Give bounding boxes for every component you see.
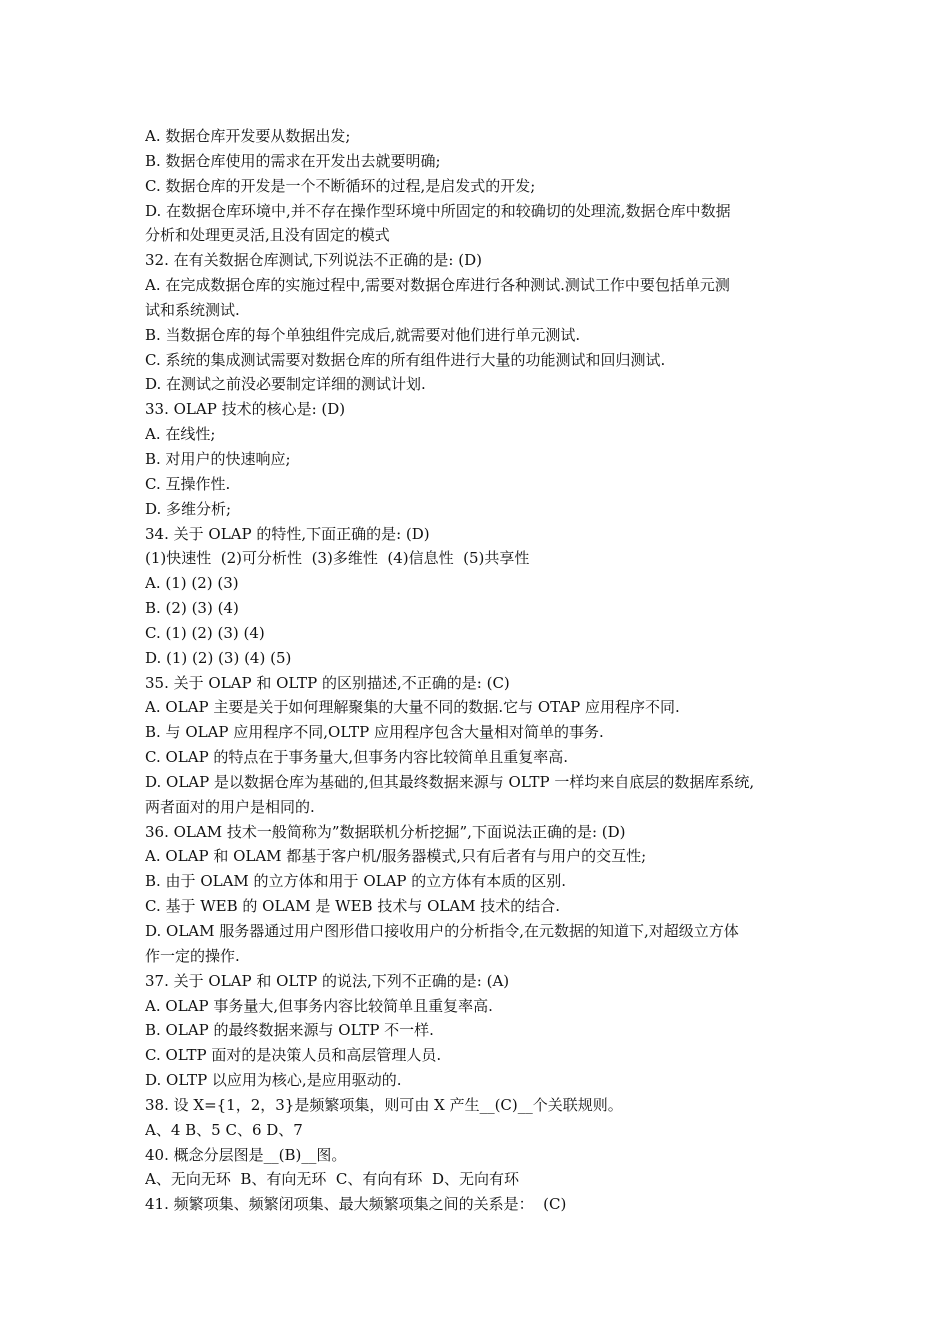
text-line: D. 多维分析; — [145, 499, 232, 518]
text-line: C. 互操作性. — [145, 474, 231, 493]
text-line: 作一定的操作. — [145, 946, 240, 965]
text-line: D. OLAM 服务器通过用户图形借口接收用户的分析指令,在元数据的知道下,对超级立方体 — [145, 922, 739, 940]
text-line: A. OLAP 事务量大,但事务内容比较简单且重复率高. — [145, 996, 493, 1015]
text-line: C. (1) (2) (3) (4) — [145, 623, 265, 642]
text-line: A. OLAP 和 OLAM 都基于客户机/服务器模式,只有后者有与用户的交互性; — [145, 847, 647, 866]
text-line: C. 系统的集成测试需要对数据仓库的所有组件进行大量的功能测试和回归测试. — [145, 350, 666, 369]
text-line: B. 与 OLAP 应用程序不同,OLTP 应用程序包含大量相对简单的事务. — [145, 723, 604, 742]
text-line: C. 数据仓库的开发是一个不断循环的过程,是启发式的开发; — [145, 176, 536, 195]
question-40: 40. 概念分层图是__(B)__图。 — [145, 1145, 347, 1164]
text-line: C. 基于 WEB 的 OLAM 是 WEB 技术与 OLAM 技术的结合. — [145, 897, 561, 916]
text-line: 分析和处理更灵活,且没有固定的模式 — [145, 226, 390, 245]
text-line: B. (2) (3) (4) — [145, 599, 239, 618]
text-line: A、无向无环 B、有向无环 C、有向有环 D、无向有环 — [145, 1170, 519, 1189]
text-line: A. OLAP 主要是关于如何理解聚集的大量不同的数据.它与 OTAP 应用程序不同. — [145, 698, 680, 717]
text-line: D. OLAP 是以数据仓库为基础的,但其最终数据来源与 OLTP 一样均来自底层的数据库系统, — [145, 772, 755, 791]
text-line: B. 当数据仓库的每个单独组件完成后,就需要对他们进行单元测试. — [145, 325, 581, 344]
text-line: A、4 B、5 C、6 D、7 — [145, 1120, 303, 1139]
question-36: 36. OLAM 技术一般简称为”数据联机分析挖掘”,下面说法正确的是: (D) — [145, 822, 626, 841]
text-line: A. 在完成数据仓库的实施过程中,需要对数据仓库进行各种测试.测试工作中要包括单元测 — [145, 276, 730, 295]
text-line: A. (1) (2) (3) — [145, 574, 239, 593]
question-33: 33. OLAP 技术的核心是: (D) — [145, 400, 346, 419]
text-line: D. (1) (2) (3) (4) (5) — [145, 648, 292, 667]
text-line: C. OLTP 面对的是决策人员和高层管理人员. — [145, 1046, 442, 1065]
text-line: 两者面对的用户是相同的. — [145, 797, 315, 816]
question-32: 32. 在有关数据仓库测试,下列说法不正确的是: (D) — [145, 251, 482, 270]
text-line: B. 由于 OLAM 的立方体和用于 OLAP 的立方体有本质的区别. — [145, 872, 567, 891]
question-38: 38. 设 X={1，2，3}是频繁项集，则可由 X 产生__(C)__个关联规则。 — [145, 1095, 623, 1114]
text-line: C. OLAP 的特点在于事务量大,但事务内容比较简单且重复率高. — [145, 748, 568, 767]
question-41: 41. 频繁项集、频繁闭项集、最大频繁项集之间的关系是： (C) — [145, 1195, 567, 1214]
text-line: B. 对用户的快速响应; — [145, 449, 291, 468]
question-37: 37. 关于 OLAP 和 OLTP 的说法,下列不正确的是: (A) — [145, 971, 510, 990]
question-35: 35. 关于 OLAP 和 OLTP 的区别描述,不正确的是: (C) — [145, 673, 510, 692]
text-line: D. 在测试之前没必要制定详细的测试计划. — [145, 375, 426, 394]
text-line: (1)快速性 (2)可分析性 (3)多维性 (4)信息性 (5)共享性 — [145, 549, 530, 568]
question-34: 34. 关于 OLAP 的特性,下面正确的是: (D) — [145, 524, 430, 543]
text-line: D. 在数据仓库环境中,并不存在操作型环境中所固定的和较确切的处理流,数据仓库中数据 — [145, 201, 731, 220]
text-line: D. OLTP 以应用为核心,是应用驱动的. — [145, 1071, 402, 1090]
text-line: A. 数据仓库开发要从数据出发; — [145, 127, 351, 145]
text-line: 试和系统测试. — [145, 300, 240, 319]
text-line: B. 数据仓库使用的需求在开发出去就要明确; — [145, 151, 441, 170]
text-line: B. OLAP 的最终数据来源与 OLTP 不一样. — [145, 1021, 434, 1040]
document-body — [145, 124, 810, 1217]
text-line: A. 在线性; — [145, 425, 216, 444]
